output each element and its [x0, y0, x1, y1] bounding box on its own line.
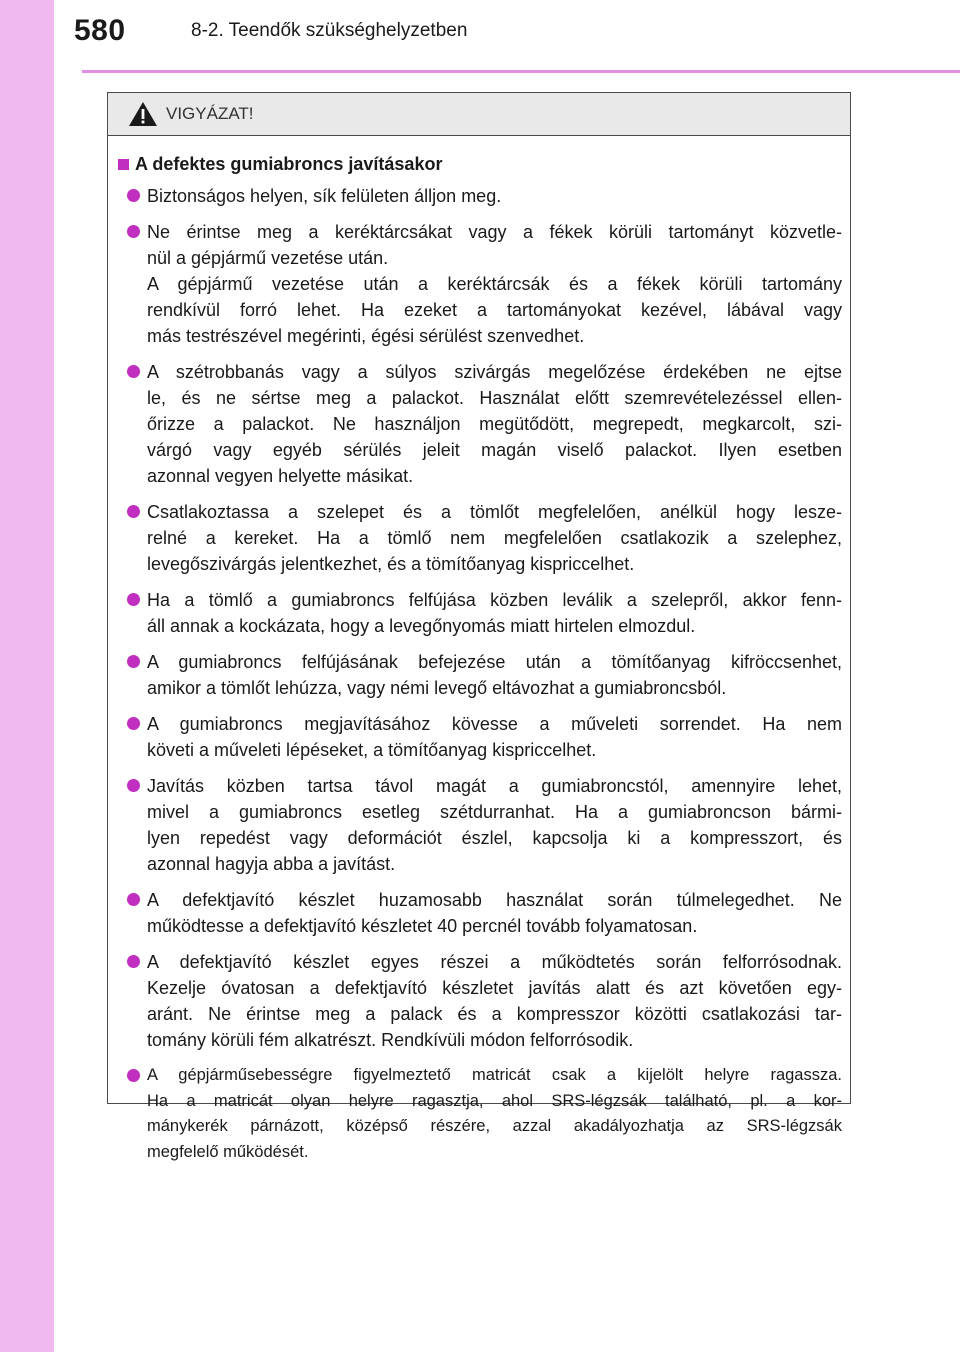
bullet-text [147, 1063, 842, 1165]
warning-triangle-icon [128, 101, 158, 127]
subheading-text: A defektes gumiabroncs javításakor [135, 154, 443, 174]
text-line: rendkívül forró lehet. Ha ezeket a tartományokat kezével, lábával vagy [147, 300, 842, 320]
text-line: működtesse a defektjavító készletet 40 percnél tovább folyamatosan. [147, 916, 698, 936]
page-number: 580 [74, 14, 126, 47]
warning-title: VIGYÁZAT! [166, 104, 254, 123]
bullet-text [147, 359, 842, 489]
warning-box [107, 92, 851, 1161]
text-line: A gépjárműsebességre figyelmeztető matricát csak a kijelölt helyre ragassza. [147, 1066, 842, 1084]
bullet-text [147, 649, 842, 701]
text-line: A defektjavító készlet egyes részei a működtetés során felforrósodnak. [147, 952, 842, 972]
warning-header [108, 93, 850, 136]
bullet-dot-icon [127, 779, 140, 792]
bullet-dot-icon [127, 225, 140, 238]
text-line: mánykerék párnázott, középső részére, azzal akadályozhatja az SRS-légzsák [147, 1117, 842, 1135]
header-rule [82, 70, 960, 73]
text-line: A gépjármű vezetése után a keréktárcsák és a fékek körüli tartomány [147, 274, 842, 294]
bullet-dot-icon [127, 955, 140, 968]
text-line: más testrészével megérinti, égési sérülést szenvedhet. [147, 326, 585, 346]
text-line: mivel a gumiabroncs esetleg szétdurranhat. Ha a gumiabroncson bármi- [147, 802, 842, 822]
text-line: A gumiabroncs megjavításához kövesse a műveleti sorrendet. Ha nem [147, 714, 842, 734]
bullet-text [147, 773, 842, 877]
warning-list [118, 183, 842, 1165]
list-item [118, 219, 842, 349]
text-line: A szétrobbanás vagy a súlyos szivárgás megelőzése érdekében ne ejtse [147, 362, 842, 382]
text-line: Kezelje óvatosan a defektjavító készletet javítás alatt és azt követően egy- [147, 978, 842, 998]
bullet-text [147, 499, 842, 577]
text-line: Ha a tömlő a gumiabroncs felfújása közben leválik a szelepről, akkor fenn- [147, 590, 842, 610]
text-line: követi a műveleti lépéseket, a tömítőanyag kispriccelhet. [147, 740, 597, 760]
bullet-dot-icon [127, 893, 140, 906]
text-line: őrizze a palackot. Ne használjon megütődött, megrepedt, megkarcolt, szi- [147, 414, 842, 434]
text-line: várgó vagy egyéb sérülés jeleit magán viselő palackot. Ilyen esetben [147, 440, 842, 460]
text-line: azonnal hagyja abba a javítást. [147, 854, 396, 874]
bullet-dot-icon [127, 655, 140, 668]
bullet-text [147, 887, 842, 939]
text-line: le, és ne sértse meg a palackot. Használat előtt szemrevételezéssel ellen- [147, 388, 842, 408]
list-item [118, 649, 842, 701]
list-item [118, 587, 842, 639]
text-line: Csatlakoztassa a szelepet és a tömlőt megfelelően, anélkül hogy lesze- [147, 502, 842, 522]
text-line: relné a kereket. Ha a tömlő nem megfelelően csatlakozik a szelephez, [147, 528, 842, 548]
text-line: tomány körüli fém alkatrészt. Rendkívüli módon felforrósodik. [147, 1030, 634, 1050]
bullet-text [147, 711, 842, 763]
text-line: A gumiabroncs felfújásának befejezése után a tömítőanyag kifröccsenhet, [147, 652, 842, 672]
square-bullet-icon [118, 159, 129, 170]
list-item [118, 1063, 842, 1165]
list-item [118, 711, 842, 763]
list-item [118, 773, 842, 877]
bullet-dot-icon [127, 505, 140, 518]
section-title: 8-2. Teendők szükséghelyzetben [191, 20, 468, 41]
text-line: amikor a tömlőt lehúzza, vagy némi levegő eltávozhat a gumiabroncsból. [147, 678, 727, 698]
list-item [118, 499, 842, 577]
bullet-text [147, 949, 842, 1053]
warning-body [108, 136, 850, 1165]
bullet-text [147, 219, 842, 349]
bullet-text [147, 587, 842, 639]
bullet-dot-icon [127, 365, 140, 378]
text-line: áll annak a kockázata, hogy a levegőnyomás miatt hirtelen elmozdul. [147, 616, 696, 636]
text-line: Ha a matricát olyan helyre ragasztja, ahol SRS-légzsák található, pl. a kor- [147, 1091, 842, 1110]
text-line: nül a gépjármű vezetése után. [147, 248, 389, 268]
list-item [118, 949, 842, 1053]
bullet-dot-icon [127, 1069, 140, 1082]
bullet-dot-icon [127, 593, 140, 606]
text-line: azonnal vegyen helyette másikat. [147, 466, 414, 486]
bullet-dot-icon [127, 189, 140, 202]
text-line: levegőszivárgás jelentkezhet, és a tömítőanyag kispriccelhet. [147, 554, 635, 574]
list-item [118, 183, 842, 209]
bullet-dot-icon [127, 717, 140, 730]
list-item [118, 359, 842, 489]
warning-subheading [118, 154, 842, 175]
bullet-text [147, 183, 842, 209]
text-line: Javítás közben tartsa távol magát a gumiabroncstól, amennyire lehet, [147, 776, 842, 796]
text-line: Biztonságos helyen, sík felületen álljon meg. [147, 186, 502, 206]
list-item [118, 887, 842, 939]
text-line: lyen repedést vagy deformációt észlel, kapcsolja ki a kompresszort, és [147, 828, 842, 848]
text-line: Ne érintse meg a keréktárcsákat vagy a fékek körüli tartományt közvetle- [147, 222, 842, 242]
side-color-strip [0, 0, 54, 1352]
text-line: A defektjavító készlet huzamosabb használat során túlmelegedhet. Ne [147, 890, 842, 910]
text-line: aránt. Ne érintse meg a palack és a kompresszor közötti csatlakozási tar- [147, 1004, 842, 1024]
text-line: megfelelő működését. [147, 1142, 309, 1161]
